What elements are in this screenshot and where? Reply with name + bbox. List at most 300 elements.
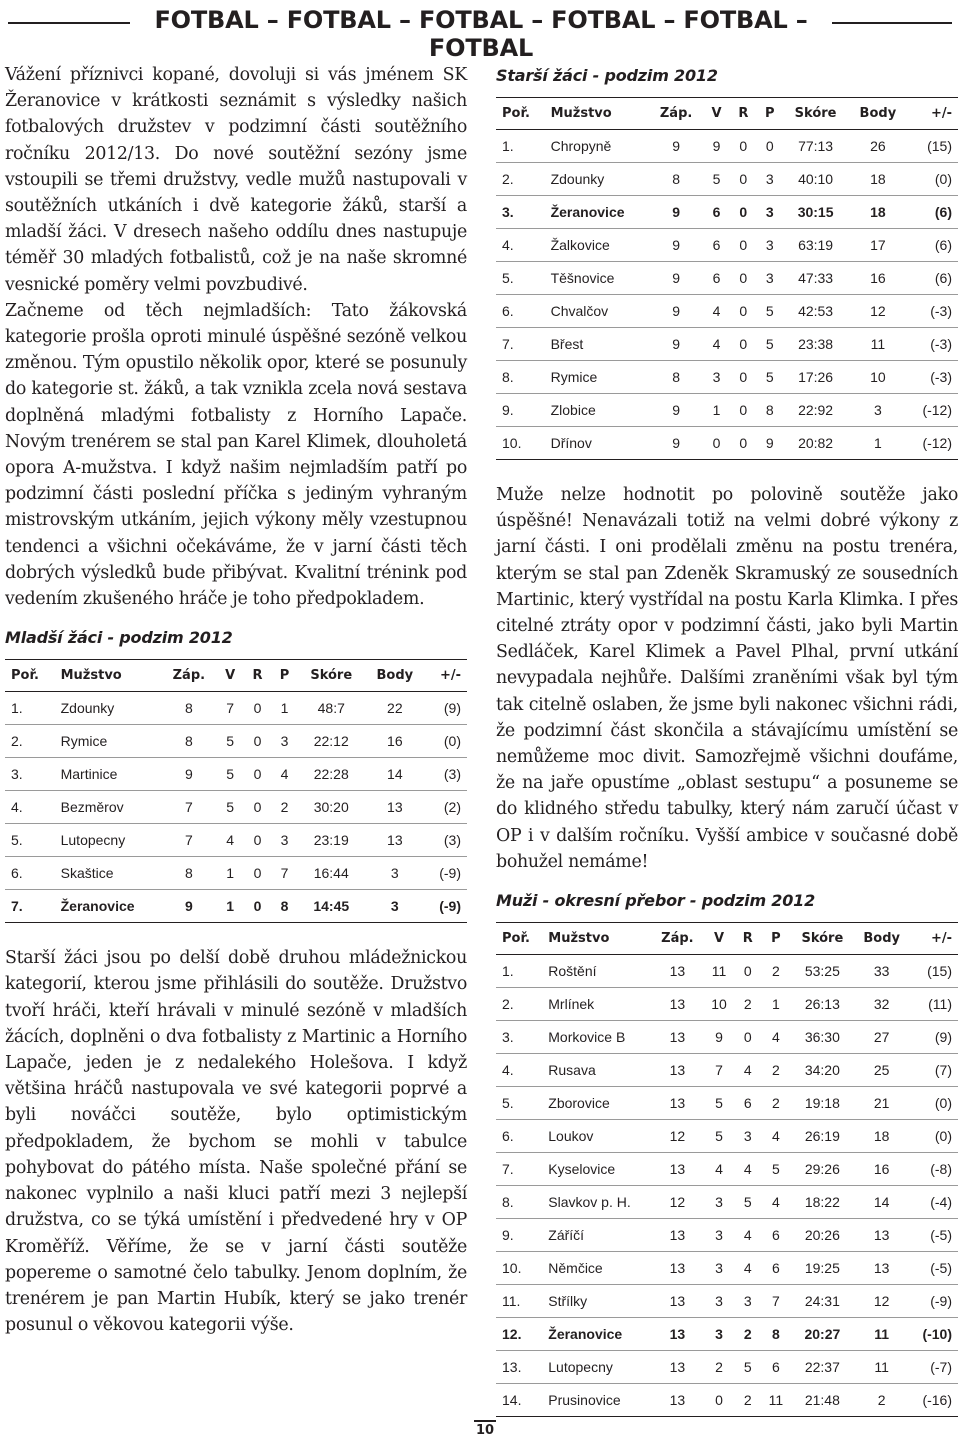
table-cell: 13 [365, 791, 425, 824]
table-cell: (3) [425, 758, 467, 791]
table-row [496, 1219, 958, 1252]
table-cell: 6 [735, 1087, 760, 1120]
table-cell: 2. [496, 988, 542, 1021]
table-cell: Lutopecny [55, 824, 162, 857]
column-header: Skóre [783, 98, 848, 130]
table-cell: 13 [652, 1021, 703, 1054]
table-row [496, 394, 958, 427]
table-row [496, 988, 958, 1021]
table-cell: 10. [496, 1252, 542, 1285]
table-row [496, 1318, 958, 1351]
column-header: Body [848, 98, 907, 130]
table-cell: 10. [496, 427, 545, 460]
column-header: P [761, 923, 792, 955]
table-cell: 22:12 [298, 725, 365, 758]
table-cell: 23:38 [783, 328, 848, 361]
table-cell: 3 [757, 163, 783, 196]
table-cell: 7 [161, 791, 216, 824]
table-cell: Slavkov p. H. [542, 1186, 651, 1219]
table-cell: 9. [496, 1219, 542, 1252]
table-cell: 0 [244, 758, 271, 791]
table-cell: 9 [161, 890, 216, 923]
table-cell: 7 [761, 1285, 792, 1318]
table-cell: 3 [703, 1219, 735, 1252]
table-cell: (2) [425, 791, 467, 824]
table-cell: 27 [854, 1021, 910, 1054]
table-cell: 1. [496, 955, 542, 988]
table-row [5, 857, 467, 890]
table-cell: 3. [496, 1021, 542, 1054]
table-cell: (15) [907, 130, 958, 163]
table-cell: 22:92 [783, 394, 848, 427]
table-cell: 9 [649, 196, 703, 229]
table-cell: (3) [425, 824, 467, 857]
table-cell: 13 [652, 1318, 703, 1351]
table-cell: 20:26 [791, 1219, 853, 1252]
table-cell: (-9) [425, 857, 467, 890]
table-cell: 16 [365, 725, 425, 758]
table-cell: 10 [703, 988, 735, 1021]
table-cell: 6 [703, 229, 730, 262]
table-cell: Těšnovice [545, 262, 649, 295]
table-cell: (9) [910, 1021, 958, 1054]
table-cell: 5 [757, 328, 783, 361]
table-cell: 14:45 [298, 890, 365, 923]
column-header: Body [365, 660, 425, 692]
table-cell: 40:10 [783, 163, 848, 196]
table-cell: 9 [649, 328, 703, 361]
table-cell: 0 [244, 890, 271, 923]
table-cell: 16 [854, 1153, 910, 1186]
table-cell: 2 [761, 1087, 792, 1120]
table-cell: 12 [652, 1120, 703, 1153]
column-header: R [735, 923, 760, 955]
table-cell: 6 [761, 1351, 792, 1384]
table-cell: 8 [161, 692, 216, 725]
starsi-zaci-paragraph: Starší žáci jsou po delší době druhou mládežnickou kategorií, kterou jsme přihlásili do soutěže. Družstvo tvoří hráči, kteří hrávali v minulé sezóně v mladších žácích, doplněni o dva fotbalisty z Martinic a Horního Lapače, jeden je z nedalekého Holešova. I když většina hráčů nastupovala ve své kategorii poprvé a byli nováčci soutěže, bylo optimistickým předpokladem, že bychom se mohli v tabulce pohybovat do pátého místa. Naše společné přání se nakonec vyplnilo a naši kluci patří mezi 3 nejlepší družstva, co se týká umístění i předvedené hry v OP Kroměříž. Věříme, že se v jarní části soutěže popereme o samotné čelo tabulky. Jenom doplním, že trenérem je pan Martin Hubík, který se jako trenér posunul o věkovou kategorii výše. [5, 948, 467, 1336]
table-cell: Zdounky [545, 163, 649, 196]
table-cell: 12 [848, 295, 907, 328]
column-header: Skóre [298, 660, 365, 692]
table-cell: 0 [703, 427, 730, 460]
column-header: +/- [910, 923, 958, 955]
table-cell: 0 [757, 130, 783, 163]
table-cell: (6) [907, 196, 958, 229]
table-row [496, 1054, 958, 1087]
table-row [496, 328, 958, 361]
table-cell: 48:7 [298, 692, 365, 725]
table-cell: 1. [5, 692, 55, 725]
column-header: Poř. [496, 923, 542, 955]
table-cell: 0 [730, 163, 757, 196]
table-cell: 18:22 [791, 1186, 853, 1219]
table-cell: 5. [496, 1087, 542, 1120]
table-cell: 4 [735, 1153, 760, 1186]
table-cell: 30:20 [298, 791, 365, 824]
table-cell: Dřínov [545, 427, 649, 460]
table-cell: Zlobice [545, 394, 649, 427]
table-cell: 4 [271, 758, 298, 791]
table-cell: 13 [652, 1153, 703, 1186]
table-cell: (-9) [425, 890, 467, 923]
table-cell: (-5) [910, 1219, 958, 1252]
table-cell: (-5) [910, 1252, 958, 1285]
table-row [496, 1186, 958, 1219]
table-cell: 11 [848, 328, 907, 361]
table-cell: 22:28 [298, 758, 365, 791]
column-header: +/- [907, 98, 958, 130]
table-cell: 19:25 [791, 1252, 853, 1285]
table-row [496, 1153, 958, 1186]
column-header: Poř. [496, 98, 545, 130]
table-cell: 8 [649, 163, 703, 196]
table-cell: 5 [703, 1120, 735, 1153]
table-row [496, 361, 958, 394]
table-cell: 8 [649, 361, 703, 394]
table-row [496, 196, 958, 229]
header-rule-left [8, 22, 130, 24]
table-cell: Rymice [55, 725, 162, 758]
table-row [496, 1351, 958, 1384]
column-header: V [216, 660, 243, 692]
table-cell: Rusava [542, 1054, 651, 1087]
table-cell: 3 [703, 361, 730, 394]
table-cell: 22 [365, 692, 425, 725]
table-row [496, 1384, 958, 1417]
table-cell: 77:13 [783, 130, 848, 163]
table-cell: 17 [848, 229, 907, 262]
table-cell: Žeranovice [55, 890, 162, 923]
table-cell: 8 [161, 725, 216, 758]
table-cell: Chropyně [545, 130, 649, 163]
table-cell: 4 [761, 1186, 792, 1219]
right-column [496, 62, 958, 1417]
table-cell: 0 [244, 725, 271, 758]
table-cell: 0 [703, 1384, 735, 1417]
table-cell: 1 [761, 988, 792, 1021]
table-cell: 9 [703, 1021, 735, 1054]
table-cell: (-7) [910, 1351, 958, 1384]
table-cell: 18 [848, 196, 907, 229]
table-cell: 14. [496, 1384, 542, 1417]
page-number-rule [474, 1420, 496, 1422]
table-cell: 53:25 [791, 955, 853, 988]
header-rule-right [832, 22, 952, 24]
table-row [496, 955, 958, 988]
table-cell: 5 [703, 163, 730, 196]
table-cell: 8. [496, 1186, 542, 1219]
table-row [496, 1120, 958, 1153]
table-cell: 5. [5, 824, 55, 857]
table-cell: 2 [761, 955, 792, 988]
table-cell: 5 [216, 791, 243, 824]
table-row [5, 824, 467, 857]
table-cell: (6) [907, 229, 958, 262]
table-row [5, 692, 467, 725]
table-cell: 3 [703, 1252, 735, 1285]
table-cell: 12 [652, 1186, 703, 1219]
table-cell: 3 [365, 857, 425, 890]
table-cell: 1 [271, 692, 298, 725]
left-column [5, 62, 467, 1338]
table-cell: 2 [703, 1351, 735, 1384]
table-cell: 0 [735, 1021, 760, 1054]
table-cell: 4. [496, 1054, 542, 1087]
column-header: R [244, 660, 271, 692]
table-cell: 19:18 [791, 1087, 853, 1120]
table-cell: 7 [161, 824, 216, 857]
table-cell: 6. [5, 857, 55, 890]
table-cell: 0 [244, 791, 271, 824]
table-row [496, 1087, 958, 1120]
table-cell: Loukov [542, 1120, 651, 1153]
table-row [5, 725, 467, 758]
table-cell: 1 [216, 857, 243, 890]
table-cell: 24:31 [791, 1285, 853, 1318]
table-cell: 3. [496, 196, 545, 229]
table-cell: 2 [735, 988, 760, 1021]
table-cell: 7. [496, 1153, 542, 1186]
table-cell: 21:48 [791, 1384, 853, 1417]
table-cell: 9 [649, 295, 703, 328]
table-cell: 3 [271, 824, 298, 857]
table-cell: Střílky [542, 1285, 651, 1318]
table-cell: 6 [703, 262, 730, 295]
table-cell: Zdounky [55, 692, 162, 725]
table-cell: 18 [854, 1120, 910, 1153]
starsi-table-title: Starší žáci - podzim 2012 [496, 66, 718, 85]
table-cell: 5 [735, 1351, 760, 1384]
page-title: FOTBAL – FOTBAL – FOTBAL – FOTBAL – FOTBAL – FOTBAL [154, 6, 808, 62]
column-header: Záp. [649, 98, 703, 130]
table-cell: 14 [365, 758, 425, 791]
table-cell: Prusinovice [542, 1384, 651, 1417]
table-cell: 7. [5, 890, 55, 923]
table-cell: 8 [757, 394, 783, 427]
table-cell: 4 [703, 1153, 735, 1186]
table-cell: 25 [854, 1054, 910, 1087]
column-header: Mužstvo [542, 923, 651, 955]
table-cell: 30:15 [783, 196, 848, 229]
table-cell: 1 [848, 427, 907, 460]
table-cell: 10 [848, 361, 907, 394]
table-cell: Skaštice [55, 857, 162, 890]
table-cell: Lutopecny [542, 1351, 651, 1384]
table-cell: 0 [730, 229, 757, 262]
column-header: Záp. [652, 923, 703, 955]
table-cell: 13. [496, 1351, 542, 1384]
table-cell: (-12) [907, 394, 958, 427]
table-cell: Žeranovice [542, 1318, 651, 1351]
table-header-row [5, 660, 467, 692]
table-cell: Němčice [542, 1252, 651, 1285]
table-cell: 0 [730, 361, 757, 394]
table-cell: 13 [652, 988, 703, 1021]
table-cell: (15) [910, 955, 958, 988]
mladsi-zaci-paragraph: Začneme od těch nejmladších: Tato žákovská kategorie prošla oproti minulé úspěšné sezóně velkou změnou. Tým opustilo několik opor, které se posunuly do kategorie st. žáků, a tak vznikla zcela nová sestava doplněná mladými fotbalisty z Horního Lapače. Novým trenérem se stal pan Karel Klimek, dlouholetá opora A-mužstva. I když našim nejmladším patří po podzimní části poslední příčka s jediným vyhraným mistrovským utkáním, jejich výkony měly vzestupnou tendenci a všichni očekáváme, že v jarní části těch dobrých výsledků bude přibývat. Kvalitní trénink pod vedením zkušeného hráče je toho předpokladem. [5, 300, 467, 610]
table-cell: 3 [703, 1186, 735, 1219]
table-cell: 8 [761, 1318, 792, 1351]
table-cell: 32 [854, 988, 910, 1021]
column-header: Mužstvo [55, 660, 162, 692]
table-cell: 2 [761, 1054, 792, 1087]
table-row [5, 890, 467, 923]
table-cell: 3 [271, 725, 298, 758]
table-cell: 2 [271, 791, 298, 824]
table-cell: 2 [735, 1318, 760, 1351]
table-cell: 0 [730, 130, 757, 163]
table-cell: 5 [757, 361, 783, 394]
intro-paragraph: Vážení příznivci kopané, dovoluji si vás jménem SK Žeranovice v krátkosti seznámit s výsledky našich fotbalových družstev v podzimní části soutěžního ročníku 2012/13. Do nové soutěžní sezóny jsme vstoupili se třemi družstvy, vedle mužů nastupovali v soutěžních utkáních i dvě kategorie žáků, starší a mladší žáci. V dresech našeho oddílu dnes nastupuje téměř 30 mladých fotbalistů, což je na naše skromné vesnické poměry velmi povzbudivé. [5, 65, 467, 295]
column-header: P [271, 660, 298, 692]
table-cell: (-3) [907, 328, 958, 361]
table-cell: 47:33 [783, 262, 848, 295]
table-cell: 20:82 [783, 427, 848, 460]
table-cell: 4 [703, 328, 730, 361]
table-cell: 0 [244, 857, 271, 890]
table-cell: 5 [761, 1153, 792, 1186]
table-cell: 12. [496, 1318, 542, 1351]
table-cell: 5. [496, 262, 545, 295]
table-cell: (-4) [910, 1186, 958, 1219]
table-cell: 5 [216, 725, 243, 758]
table-cell: Martinice [55, 758, 162, 791]
table-cell: 18 [848, 163, 907, 196]
starsi-table [496, 97, 958, 460]
table-cell: 5 [757, 295, 783, 328]
table-header-row [496, 98, 958, 130]
table-cell: Chvalčov [545, 295, 649, 328]
mladsi-table-title: Mladší žáci - podzim 2012 [5, 628, 233, 648]
table-row [496, 130, 958, 163]
table-cell: 6. [496, 1120, 542, 1153]
table-cell: 1 [703, 394, 730, 427]
table-cell: 13 [652, 1384, 703, 1417]
table-cell: 3 [735, 1285, 760, 1318]
table-cell: 63:19 [783, 229, 848, 262]
table-row [496, 262, 958, 295]
table-cell: 6 [761, 1252, 792, 1285]
table-cell: (-3) [907, 361, 958, 394]
table-cell: Mrlínek [542, 988, 651, 1021]
table-cell: 23:19 [298, 824, 365, 857]
column-header: +/- [425, 660, 467, 692]
table-cell: 7 [703, 1054, 735, 1087]
table-cell: 3 [703, 1285, 735, 1318]
table-cell: 2 [854, 1384, 910, 1417]
table-cell: 16 [848, 262, 907, 295]
table-cell: (-9) [910, 1285, 958, 1318]
table-cell: 26 [848, 130, 907, 163]
column-header: R [730, 98, 757, 130]
table-cell: Žeranovice [545, 196, 649, 229]
table-cell: (11) [910, 988, 958, 1021]
table-cell: 3 [757, 196, 783, 229]
table-cell: Zborovice [542, 1087, 651, 1120]
table-cell: 14 [854, 1186, 910, 1219]
mladsi-table [5, 659, 467, 923]
table-cell: 11 [854, 1351, 910, 1384]
table-cell: 29:26 [791, 1153, 853, 1186]
table-cell: 9 [649, 394, 703, 427]
table-cell: 12 [854, 1285, 910, 1318]
table-row [496, 1252, 958, 1285]
table-cell: 4. [496, 229, 545, 262]
table-cell: 2. [496, 163, 545, 196]
table-cell: 7 [271, 857, 298, 890]
table-cell: (9) [425, 692, 467, 725]
table-cell: 7 [216, 692, 243, 725]
table-cell: 2 [735, 1384, 760, 1417]
column-header: V [703, 98, 730, 130]
table-cell: 13 [652, 1219, 703, 1252]
table-cell: Žalkovice [545, 229, 649, 262]
table-cell: (-10) [910, 1318, 958, 1351]
table-cell: 9 [649, 130, 703, 163]
table-cell: 0 [730, 196, 757, 229]
table-cell: 22:37 [791, 1351, 853, 1384]
table-row [496, 295, 958, 328]
table-cell: 4. [5, 791, 55, 824]
table-cell: 16:44 [298, 857, 365, 890]
table-row [496, 1285, 958, 1318]
table-cell: 3. [5, 758, 55, 791]
column-header: Skóre [791, 923, 853, 955]
table-cell: 6 [761, 1219, 792, 1252]
column-header: Mužstvo [545, 98, 649, 130]
table-cell: 13 [652, 1285, 703, 1318]
table-cell: 8 [271, 890, 298, 923]
table-cell: (7) [910, 1054, 958, 1087]
table-cell: 13 [854, 1219, 910, 1252]
table-cell: 9 [757, 427, 783, 460]
table-cell: 33 [854, 955, 910, 988]
table-cell: 4 [216, 824, 243, 857]
table-cell: 6. [496, 295, 545, 328]
muzi-table-title: Muži - okresní přebor - podzim 2012 [496, 891, 816, 911]
table-cell: 4 [703, 295, 730, 328]
table-cell: 0 [730, 328, 757, 361]
table-row [496, 1021, 958, 1054]
table-cell: 5 [216, 758, 243, 791]
table-cell: 0 [244, 692, 271, 725]
table-cell: 2. [5, 725, 55, 758]
table-cell: 5 [703, 1087, 735, 1120]
table-cell: Rymice [545, 361, 649, 394]
table-cell: (0) [910, 1087, 958, 1120]
table-cell: 4 [735, 1054, 760, 1087]
table-cell: 0 [730, 427, 757, 460]
table-cell: 3 [735, 1120, 760, 1153]
table-cell: 5 [735, 1186, 760, 1219]
table-cell: Roštění [542, 955, 651, 988]
table-cell: 20:27 [791, 1318, 853, 1351]
table-cell: 3 [757, 229, 783, 262]
table-cell: Bezměrov [55, 791, 162, 824]
column-header: Body [854, 923, 910, 955]
table-cell: Záříčí [542, 1219, 651, 1252]
table-cell: 0 [735, 955, 760, 988]
table-cell: (0) [425, 725, 467, 758]
table-cell: 9 [649, 229, 703, 262]
table-cell: 6 [703, 196, 730, 229]
table-cell: 1. [496, 130, 545, 163]
table-cell: 3 [365, 890, 425, 923]
table-row [5, 791, 467, 824]
table-cell: 11. [496, 1285, 542, 1318]
table-cell: 4 [761, 1120, 792, 1153]
table-cell: 11 [761, 1384, 792, 1417]
